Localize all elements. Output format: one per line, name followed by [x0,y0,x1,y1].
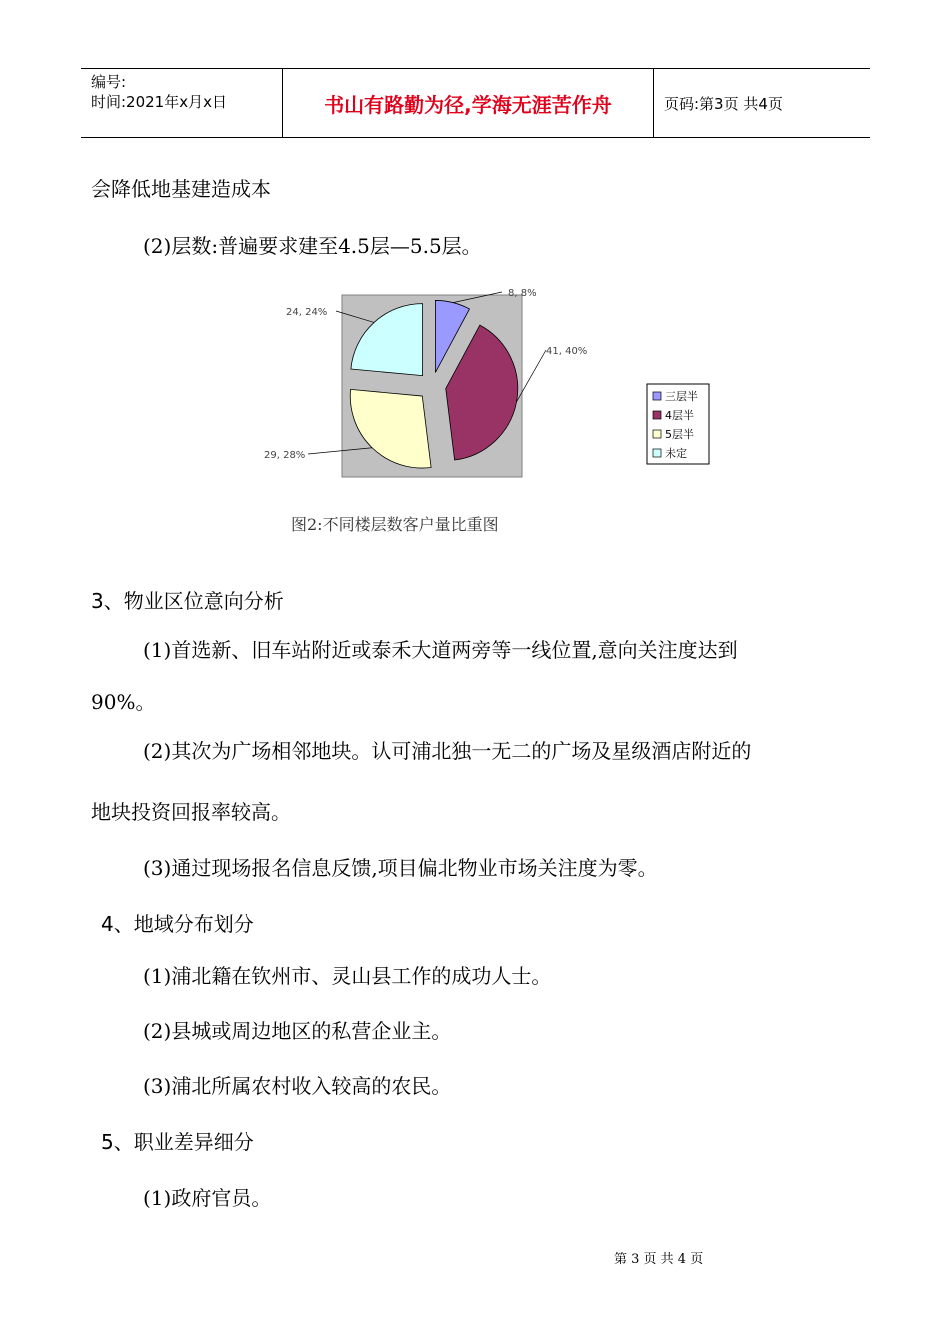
paragraph: (1)政府官员。 [143,1186,272,1210]
page-header [81,68,870,138]
page-footer: 第 3 页 共 4 页 [614,1252,704,1267]
legend-label: 未定 [665,447,687,460]
header-motto: 书山有路勤为径,学海无涯苦作舟 [282,69,654,137]
paragraph: (3)通过现场报名信息反馈,项目偏北物业市场关注度为零。 [143,856,658,880]
legend-swatch [653,411,661,419]
header-page-info: 页码:第3页 共4页 [664,94,783,113]
paragraph: 地块投资回报率较高。 [91,800,291,824]
paragraph: 会降低地基建造成本 [91,177,271,201]
pie-data-label: 29, 28% [264,450,306,461]
paragraph: (2)县城或周边地区的私营企业主。 [143,1019,452,1043]
legend-label: 4层半 [665,409,694,422]
pie-data-label: 8, 8% [508,288,537,299]
paragraph: (2)其次为广场相邻地块。认可浦北独一无二的广场及星级酒店附近的 [143,739,752,763]
section-heading: 3、物业区位意向分析 [91,589,284,613]
header-left-cell [81,69,282,137]
header-number-label: 编号: [91,73,127,91]
paragraph: (1)首选新、旧车站附近或泰禾大道两旁等一线位置,意向关注度达到 [143,638,738,662]
paragraph: (1)浦北籍在钦州市、灵山县工作的成功人士。 [143,964,552,988]
pie-data-label: 41, 40% [546,346,588,357]
paragraph: (2)层数:普遍要求建至4.5层—5.5层。 [143,234,482,258]
chart-caption: 图2:不同楼层数客户量比重图 [291,515,499,534]
legend-swatch [653,430,661,438]
paragraph: 90%。 [91,690,156,714]
header-time-label: 时间:2021年x月x日 [91,93,227,111]
section-heading: 4、地域分布划分 [101,912,254,936]
paragraph: (3)浦北所属农村收入较高的农民。 [143,1074,452,1098]
legend-swatch [653,449,661,457]
section-heading: 5、职业差异细分 [101,1130,254,1154]
legend-swatch [653,392,661,400]
legend-label: 5层半 [665,428,694,441]
pie-data-label: 24, 24% [286,307,328,318]
legend-label: 三层半 [665,390,698,403]
pie-chart [240,280,720,480]
